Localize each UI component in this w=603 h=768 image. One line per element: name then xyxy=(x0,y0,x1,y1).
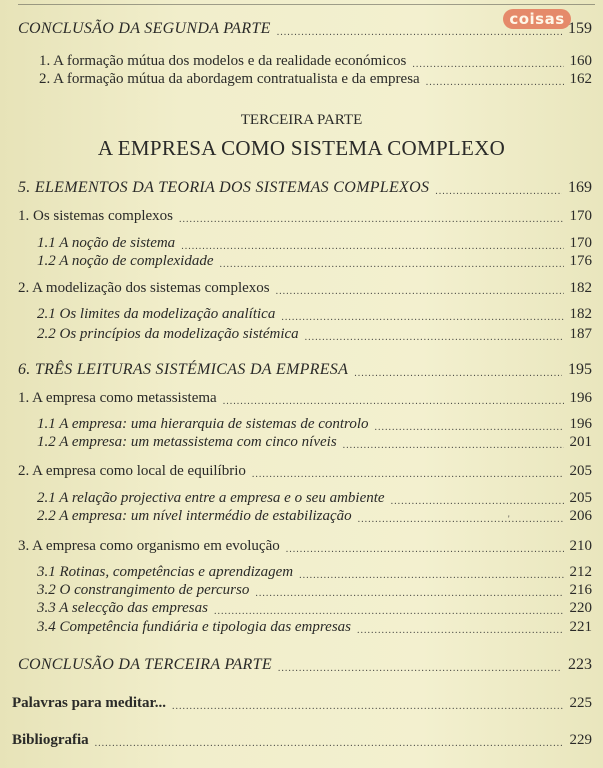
toc-entry[interactable] xyxy=(37,234,592,252)
entry-page: 170 xyxy=(569,208,592,224)
toc-entry[interactable] xyxy=(37,433,592,451)
leader-dots xyxy=(412,60,563,70)
entry-label: Palavras para meditar... xyxy=(12,695,167,711)
entry-page: 205 xyxy=(569,463,592,479)
entry-label: 1. Os sistemas complexos xyxy=(18,208,173,224)
leader-dots xyxy=(286,545,564,555)
leader-dots xyxy=(357,626,563,636)
entry-page: 187 xyxy=(569,326,592,342)
leader-dots xyxy=(95,739,564,749)
leader-dots xyxy=(255,589,563,599)
entry-page: 229 xyxy=(569,732,592,748)
entry-page: 170 xyxy=(569,235,592,251)
leader-dots xyxy=(281,313,563,323)
leader-dots xyxy=(343,441,564,451)
toc-entry-conclusion-part2[interactable] xyxy=(18,16,592,38)
leader-dots xyxy=(219,260,563,270)
entry-page: 205 xyxy=(569,490,592,506)
toc-entry-conclusion-part3[interactable] xyxy=(18,652,592,674)
part-label: TERCEIRA PARTE xyxy=(240,112,363,128)
entry-page: 223 xyxy=(568,656,592,673)
ink-speck: ' xyxy=(508,514,510,524)
entry-label: 2.2 A empresa: um nível intermédio de estabilização xyxy=(37,508,352,524)
leader-dots xyxy=(354,369,562,379)
entry-label: 5. ELEMENTOS DA TEORIA DOS SISTEMAS COMPLEXOS xyxy=(18,179,430,196)
entry-label: 3. A empresa como organismo em evolução xyxy=(18,538,280,554)
entry-page: 159 xyxy=(568,20,592,37)
entry-page: 196 xyxy=(569,390,592,406)
toc-entry[interactable] xyxy=(37,252,592,270)
entry-page: 221 xyxy=(569,619,592,635)
toc-entry[interactable] xyxy=(37,489,592,507)
leader-dots xyxy=(305,333,564,343)
entry-label: 1.1 A noção de sistema xyxy=(37,235,176,251)
toc-entry[interactable] xyxy=(37,581,592,599)
toc-entry[interactable] xyxy=(37,599,592,617)
entry-page: 196 xyxy=(569,416,592,432)
toc-entry[interactable] xyxy=(18,277,592,297)
entry-label: 3.4 Competência fundiária e tipologia das empresas xyxy=(37,619,352,635)
leader-dots xyxy=(391,497,564,507)
entry-page: 220 xyxy=(569,600,592,616)
entry-label: 1.2 A noção de complexidade xyxy=(37,253,214,269)
entry-label: 3.1 Rotinas, competências e aprendizagem xyxy=(37,564,294,580)
entry-label: 3.3 A selecção das empresas xyxy=(37,600,208,616)
toc-entry-chapter-6[interactable] xyxy=(18,359,592,379)
entry-label: 1.2 A empresa: um metassistema com cinco níveis xyxy=(37,434,337,450)
toc-entry[interactable] xyxy=(37,415,592,433)
leader-dots xyxy=(278,664,562,674)
entry-label: 6. TRÊS LEITURAS SISTÉMICAS DA EMPRESA xyxy=(18,361,349,378)
leader-dots xyxy=(181,242,563,252)
leader-dots xyxy=(375,423,564,433)
entry-page: 182 xyxy=(569,306,592,322)
toc-entry-palavras[interactable] xyxy=(12,690,592,712)
entry-label: 1. A formação mútua dos modelos e da realidade económicos xyxy=(39,53,407,69)
entry-label: 2. A empresa como local de equilíbrio xyxy=(18,463,246,479)
leader-dots xyxy=(358,515,564,525)
entry-page: 206 xyxy=(569,508,592,524)
leader-dots xyxy=(435,187,562,197)
coisas-logo: coisas xyxy=(503,9,571,29)
entry-label: 2.1 Os limites da modelização analítica xyxy=(37,306,276,322)
entry-label: 3.2 O constrangimento de percurso xyxy=(37,582,250,598)
entry-page: 225 xyxy=(569,695,592,711)
toc-entry[interactable] xyxy=(18,535,592,555)
leader-dots xyxy=(277,28,562,38)
toc-entry[interactable] xyxy=(39,70,592,88)
entry-label: 2.2 Os princípios da modelização sistémica xyxy=(37,326,299,342)
entry-page: 216 xyxy=(569,582,592,598)
leader-dots xyxy=(172,702,563,712)
leader-dots xyxy=(252,470,564,480)
toc-entry[interactable] xyxy=(37,618,592,636)
top-rule xyxy=(18,4,595,5)
toc-entry-chapter-5[interactable] xyxy=(18,177,592,197)
entry-page: 182 xyxy=(569,280,592,296)
toc-entry[interactable] xyxy=(18,205,592,225)
leader-dots xyxy=(426,78,564,88)
toc-entry[interactable] xyxy=(37,325,592,343)
entry-page: 160 xyxy=(569,53,592,69)
leader-dots xyxy=(223,397,564,407)
entry-page: 201 xyxy=(569,434,592,450)
part-title: A EMPRESA COMO SISTEMA COMPLEXO xyxy=(97,136,506,160)
leader-dots xyxy=(214,607,564,617)
entry-label: 1.1 A empresa: uma hierarquia de sistemas de controlo xyxy=(37,416,369,432)
entry-page: 169 xyxy=(568,179,592,196)
toc-entry[interactable] xyxy=(18,387,592,407)
entry-page: 176 xyxy=(569,253,592,269)
leader-dots xyxy=(299,571,563,581)
toc-entry[interactable] xyxy=(37,305,592,323)
entry-label: Bibliografia xyxy=(12,732,89,748)
entry-page: 162 xyxy=(569,71,592,87)
toc-entry[interactable] xyxy=(39,52,592,70)
entry-page: 210 xyxy=(569,538,592,554)
entry-label: 1. A empresa como metassistema xyxy=(18,390,217,406)
entry-page: 195 xyxy=(568,361,592,378)
entry-page: 212 xyxy=(569,564,592,580)
entry-label: CONCLUSÃO DA TERCEIRA PARTE xyxy=(18,656,272,673)
leader-dots xyxy=(276,287,564,297)
toc-entry[interactable] xyxy=(18,460,592,480)
leader-dots xyxy=(179,215,564,225)
entry-label: 2. A modelização dos sistemas complexos xyxy=(18,280,270,296)
toc-entry-bibliografia[interactable] xyxy=(12,727,592,749)
entry-label: 2.1 A relação projectiva entre a empresa e o seu ambiente xyxy=(37,490,385,506)
entry-label: 2. A formação mútua da abordagem contratualista e da empresa xyxy=(39,71,420,87)
entry-label: CONCLUSÃO DA SEGUNDA PARTE xyxy=(18,20,271,37)
toc-entry[interactable] xyxy=(37,563,592,581)
